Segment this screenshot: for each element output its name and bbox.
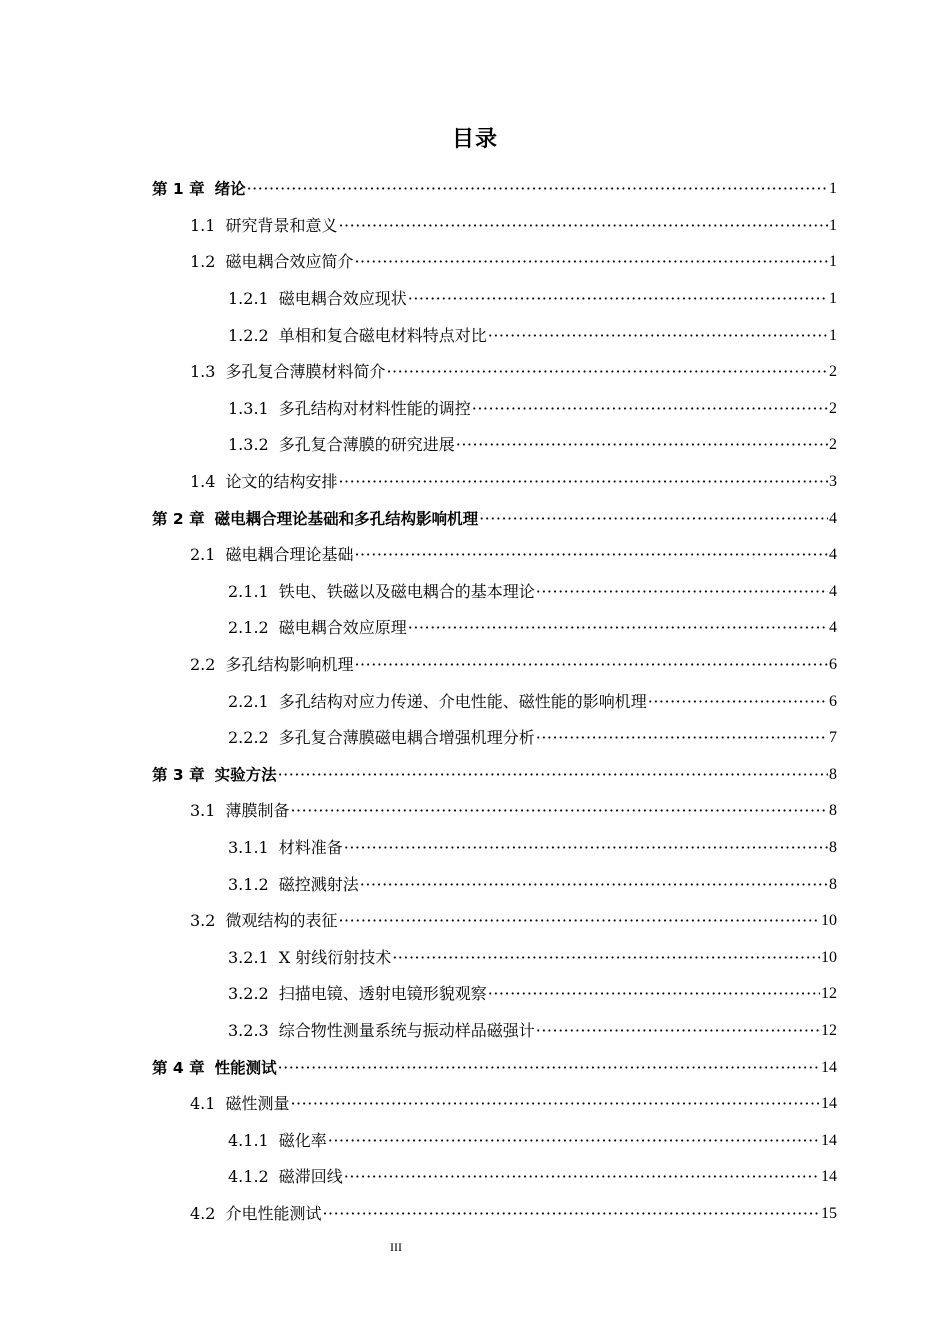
toc-dot-leader [392,948,820,968]
toc-entry-heading [228,692,647,712]
toc-entry[interactable] [0,500,950,537]
toc-entry-heading [228,326,487,346]
toc-entry[interactable] [0,244,950,281]
toc-entry-number: 1.2.2 [228,325,269,345]
toc-entry-page: 6 [829,692,837,710]
table-of-contents [0,171,950,1232]
toc-entry-title: 磁电耦合理论基础和多孔结构影响机理 [214,509,479,528]
toc-entry-heading [190,1204,321,1224]
toc-entry-title: 铁电、铁磁以及磁电耦合的基本理论 [278,581,535,601]
toc-entry[interactable] [0,866,950,903]
toc-entry[interactable] [0,1122,950,1159]
toc-dot-leader [536,728,828,748]
toc-entry[interactable] [0,391,950,428]
toc-entry-number: 4.1.1 [228,1130,269,1150]
toc-dot-leader [354,655,828,675]
toc-entry-page: 8 [829,838,837,856]
toc-entry-number: 1.1 [190,215,216,235]
toc-entry[interactable] [0,281,950,318]
toc-entry-page: 1 [829,326,837,344]
toc-entry-number: 4.1.2 [228,1167,269,1187]
toc-entry-number: 1.4 [190,472,216,492]
toc-dot-leader [472,399,828,419]
toc-entry-number: 1.2.1 [228,289,269,309]
toc-entry[interactable] [0,208,950,245]
toc-entry-page: 2 [829,363,837,381]
toc-entry-heading [228,435,455,455]
toc-dot-leader [648,692,828,712]
toc-entry-heading [228,1167,343,1187]
toc-entry-title: 薄膜制备 [225,801,290,821]
toc-entry-page: 2 [829,399,837,417]
toc-entry[interactable] [0,1049,950,1086]
toc-entry[interactable] [0,683,950,720]
toc-dot-leader [322,1204,820,1224]
toc-entry-number: 1.3.2 [228,435,269,455]
toc-entry[interactable] [0,793,950,830]
toc-entry-title: 微观结构的表征 [225,911,338,931]
toc-entry-page: 4 [829,582,837,600]
toc-entry-title: 磁滞回线 [278,1167,343,1187]
toc-entry-heading [190,545,353,565]
toc-entry-number: 2.2 [190,655,216,675]
toc-entry-page: 4 [829,546,837,564]
toc-entry-number: 第 4 章 [152,1058,205,1077]
toc-dot-leader [408,618,828,638]
toc-dot-leader [278,765,828,785]
toc-entry-title: 多孔复合薄膜的研究进展 [278,435,455,455]
toc-dot-leader [344,1167,820,1187]
toc-entry-title: 绪论 [214,180,246,199]
toc-entry-number: 3.1.1 [228,837,269,857]
toc-entry-number: 1.2 [190,252,216,272]
toc-entry-page: 3 [829,473,837,491]
toc-entry-title: 多孔结构对应力传递、介电性能、磁性能的影响机理 [278,691,647,711]
toc-entry-title: X 射线衍射技术 [278,947,392,967]
toc-entry[interactable] [0,903,950,940]
toc-entry-heading [228,728,535,748]
toc-entry[interactable] [0,317,950,354]
toc-dot-leader [360,875,828,895]
toc-entry-page: 2 [829,436,837,454]
toc-entry-heading [190,655,353,675]
toc-entry-number: 第 1 章 [152,180,205,199]
toc-entry[interactable] [0,720,950,757]
toc-entry-number: 3.2 [190,911,216,931]
toc-entry-title: 磁电耦合效应现状 [278,289,407,309]
toc-entry-number: 2.2.1 [228,691,269,711]
toc-dot-leader [456,435,828,455]
toc-entry[interactable] [0,354,950,391]
page-number: III [390,1240,402,1254]
toc-entry-title: 磁电耦合理论基础 [225,545,354,565]
toc-dot-leader [479,509,828,529]
toc-entry-title: 介电性能测试 [225,1203,322,1223]
toc-entry-heading [228,838,343,858]
toc-entry-title: 磁电耦合效应简介 [225,252,354,272]
toc-entry-page: 4 [829,619,837,637]
toc-entry-page: 14 [821,1058,837,1076]
toc-entry-heading [228,948,391,968]
toc-entry[interactable] [0,976,950,1013]
page-title: 目录 [451,127,498,152]
toc-entry-page: 10 [821,912,837,930]
toc-entry-number: 第 2 章 [152,509,205,528]
toc-entry-page: 12 [821,1021,837,1039]
toc-dot-leader [344,838,828,858]
toc-entry-page: 1 [829,290,837,308]
toc-entry-page: 14 [821,1095,837,1113]
toc-entry-title: 实验方法 [214,765,277,784]
toc-dot-leader [278,1058,820,1078]
toc-entry-heading [228,875,359,895]
toc-entry-heading [152,765,277,785]
toc-entry-page: 10 [821,948,837,966]
toc-entry-title: 多孔复合薄膜材料简介 [225,362,386,382]
toc-entry[interactable] [0,464,950,501]
toc-entry-heading [190,472,337,492]
toc-entry-number: 2.1.1 [228,581,269,601]
toc-entry-number: 第 3 章 [152,765,205,784]
toc-entry-number: 1.3 [190,362,216,382]
toc-entry-title: 论文的结构安排 [225,472,338,492]
toc-dot-leader [408,289,828,309]
toc-dot-leader [386,362,828,382]
toc-entry-heading [190,911,337,931]
toc-entry[interactable] [0,757,950,794]
toc-entry-number: 4.1 [190,1094,216,1114]
toc-entry-page: 12 [821,985,837,1003]
toc-entry-number: 2.1 [190,545,216,565]
toc-entry[interactable] [0,830,950,867]
toc-entry-heading [190,216,337,236]
toc-entry-heading [228,1021,535,1041]
toc-entry-title: 材料准备 [278,837,343,857]
toc-entry-number: 3.1 [190,801,216,821]
toc-entry[interactable] [0,610,950,647]
toc-entry-title: 多孔复合薄膜磁电耦合增强机理分析 [278,728,535,748]
toc-entry-heading [228,984,487,1004]
toc-entry-number: 3.2.2 [228,984,269,1004]
toc-entry-number: 3.2.3 [228,1020,269,1040]
toc-dot-leader [488,984,820,1004]
toc-entry-page: 1 [829,253,837,271]
toc-entry-heading [228,1131,327,1151]
toc-entry-title: 磁电耦合效应原理 [278,618,407,638]
toc-entry-page: 1 [829,180,837,198]
toc-dot-leader [290,801,828,821]
toc-entry-page: 1 [829,216,837,234]
toc-entry-number: 3.2.1 [228,947,269,967]
toc-dot-leader [290,1094,820,1114]
toc-entry-number: 2.1.2 [228,618,269,638]
toc-entry-number: 4.2 [190,1203,216,1223]
toc-entry-heading [190,1094,289,1114]
toc-entry-page: 15 [821,1204,837,1222]
toc-entry-heading [152,179,246,199]
toc-entry-heading [190,252,353,272]
toc-entry-heading [228,289,407,309]
toc-dot-leader [247,179,828,199]
toc-entry[interactable] [0,1013,950,1050]
toc-entry-heading [152,1058,277,1078]
toc-entry-heading [190,362,385,382]
toc-entry[interactable] [0,537,950,574]
toc-dot-leader [328,1131,820,1151]
toc-entry-page: 8 [829,802,837,820]
toc-dot-leader [338,911,820,931]
toc-entry-heading [152,509,478,529]
toc-entry-page: 4 [829,509,837,527]
toc-entry-title: 磁控溅射法 [278,874,359,894]
toc-entry-page: 6 [829,656,837,674]
toc-dot-leader [338,216,828,236]
toc-entry[interactable] [0,171,950,208]
toc-entry-number: 2.2.2 [228,728,269,748]
toc-entry-page: 14 [821,1131,837,1149]
toc-entry-heading [228,618,407,638]
toc-entry-number: 1.3.1 [228,398,269,418]
toc-entry[interactable] [0,647,950,684]
toc-entry-title: 性能测试 [214,1058,277,1077]
toc-entry-heading [190,801,289,821]
toc-entry[interactable] [0,574,950,611]
toc-entry-title: 多孔结构对材料性能的调控 [278,398,471,418]
toc-entry[interactable] [0,939,950,976]
toc-entry-heading [228,399,471,419]
toc-entry-title: 多孔结构影响机理 [225,655,354,675]
toc-dot-leader [536,1021,820,1041]
toc-entry-title: 研究背景和意义 [225,215,338,235]
toc-entry[interactable] [0,1086,950,1123]
toc-entry[interactable] [0,1196,950,1233]
toc-dot-leader [536,582,828,602]
toc-dot-leader [354,252,828,272]
toc-entry-page: 7 [829,729,837,747]
toc-dot-leader [338,472,828,492]
toc-entry-page: 14 [821,1168,837,1186]
toc-entry-title: 磁化率 [278,1130,327,1150]
toc-dot-leader [354,545,828,565]
toc-entry-title: 扫描电镜、透射电镜形貌观察 [278,984,487,1004]
toc-entry-number: 3.1.2 [228,874,269,894]
toc-entry-page: 8 [829,875,837,893]
toc-entry-title: 综合物性测量系统与振动样品磁强计 [278,1020,535,1040]
toc-dot-leader [488,326,828,346]
toc-entry[interactable] [0,1159,950,1196]
toc-entry-heading [228,582,535,602]
toc-entry-page: 8 [829,765,837,783]
toc-entry-title: 单相和复合磁电材料特点对比 [278,325,487,345]
toc-entry[interactable] [0,427,950,464]
toc-entry-title: 磁性测量 [225,1094,290,1114]
